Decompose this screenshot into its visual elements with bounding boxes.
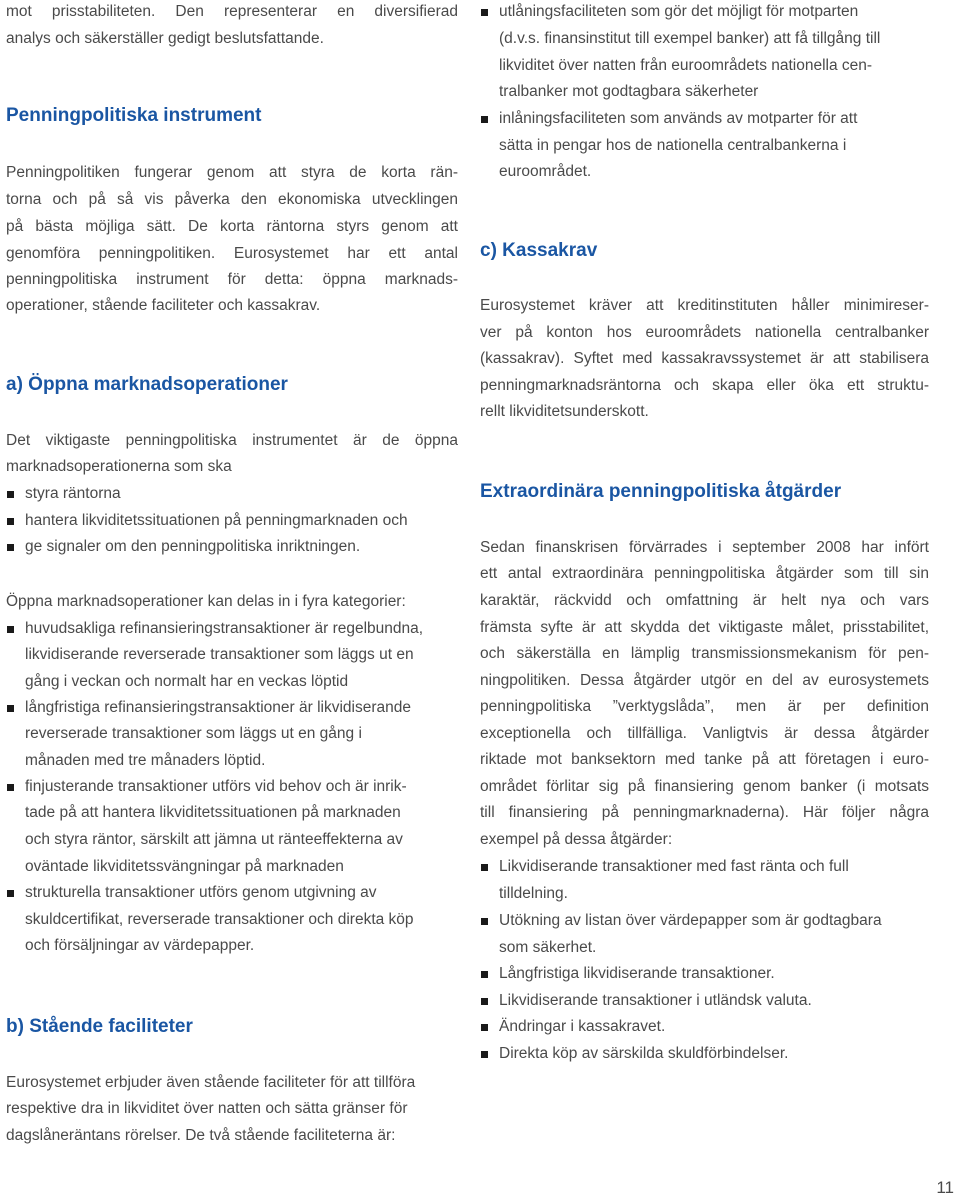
list-item-continuation: likvidiserande reverserade transaktioner som läggs ut en (25, 646, 414, 663)
list-item: Likvidiserande transaktioner i utländsk valuta. (480, 991, 812, 1011)
instrument-line-1: Penningpolitiken fungerar genom att styra de korta rän- (6, 164, 458, 181)
standing-line-2: respektive dra in likviditet över natten och sätta gränser för (6, 1100, 408, 1117)
extra-line-9: riktade mot banksektorn med tanke på att företagen i euro- (480, 751, 929, 768)
extra-line-3: karaktär, räckvidd och omfattning är helt nya och vars (480, 592, 929, 609)
reserve-line-5: rellt likviditetsunderskott. (480, 403, 649, 420)
extra-line-10: området förlitar sig på finansiering genom banker (i motsats (480, 778, 929, 795)
instrument-line-6: operationer, stående faciliteter och kassakrav. (6, 297, 321, 314)
list-item: långfristiga refinansieringstransaktioner är likvidiserande (6, 698, 411, 718)
open-market-line-2: marknadsoperationerna som ska (6, 458, 232, 475)
list-item-continuation: skuldcertifikat, reverserade transaktioner och direkta köp (25, 911, 414, 928)
standing-line-1: Eurosystemet erbjuder även stående faciliteter för att tillföra (6, 1074, 416, 1091)
extra-line-5: och säkerställa en lämplig transmissionsmekanism för pen- (480, 645, 929, 662)
categories-intro: Öppna marknadsoperationer kan delas in i fyra kategorier: (6, 593, 406, 610)
list-item-continuation: och försäljningar av värdepapper. (25, 937, 255, 954)
intro-line-1: mot prisstabiliteten. Den representerar en diversifierad (6, 3, 458, 20)
list-item: Långfristiga likvidiserande transaktioner. (480, 964, 775, 984)
instrument-line-3: på bästa möjliga sätt. De korta räntorna styrs genom att (6, 218, 458, 235)
reserve-line-3: (kassakrav). Syftet med kassakravssystemet är att stabilisera (480, 350, 929, 367)
list-item: Ändringar i kassakravet. (480, 1017, 665, 1037)
standing-heading: b) Stående faciliteter (6, 1016, 193, 1037)
instrument-line-4: genomföra penningpolitiken. Eurosystemet har ett antal (6, 245, 458, 262)
list-item: Likvidiserande transaktioner med fast ränta och full (480, 857, 849, 877)
list-item-continuation: tade på att hantera likviditetssituationen på marknaden (25, 804, 401, 821)
list-item: huvudsakliga refinansieringstransaktioner är regelbundna, (6, 619, 423, 639)
open-market-heading: a) Öppna marknadsoperationer (6, 374, 288, 395)
list-item: strukturella transaktioner utförs genom utgivning av (6, 883, 377, 903)
list-item-continuation: likviditet över natten från euroområdets nationella cen- (499, 57, 873, 74)
instrument-line-5: penningpolitiska instrument för detta: öppna marknads- (6, 271, 458, 288)
list-item-continuation: månaden med tre månaders löptid. (25, 752, 266, 769)
list-item: Direkta köp av särskilda skuldförbindelser. (480, 1044, 788, 1064)
list-item: inlåningsfaciliteten som används av motparter för att (480, 109, 857, 129)
list-item-continuation: tralbanker mot godtagbara säkerheter (499, 83, 759, 100)
extra-line-1: Sedan finanskrisen förvärrades i september 2008 har infört (480, 539, 929, 556)
list-item-continuation: sätta in pengar hos de nationella centralbankerna i (499, 137, 847, 154)
open-market-line-1: Det viktigaste penningpolitiska instrumentet är de öppna (6, 432, 458, 449)
extra-line-2: ett antal extraordinära penningpolitiska åtgärder som till sin (480, 565, 929, 582)
list-item-continuation: gång i veckan och normalt har en veckas löptid (25, 673, 349, 690)
list-item-continuation: och styra räntor, särskilt att jämna ut ränteeffekterna av (25, 831, 403, 848)
extra-line-7: penningpolitiska ”verktygslåda”, men är per definition (480, 698, 929, 715)
instrument-line-2: torna och på så vis påverka den ekonomiska utvecklingen (6, 191, 458, 208)
extra-line-8: exceptionella och tillfälliga. Vanligtvis är dessa åtgärder (480, 725, 929, 742)
list-item: styra räntorna (6, 484, 121, 504)
list-item: utlåningsfaciliteten som gör det möjligt för motparten (480, 2, 858, 22)
list-item: Utökning av listan över värdepapper som är godtagbara (480, 911, 882, 931)
standing-line-3: dagslåneräntans rörelser. De två stående faciliteterna är: (6, 1127, 396, 1144)
extra-line-11: till finansiering på penningmarknaderna). Här följer några (480, 804, 929, 821)
page-number: 11 (936, 1178, 954, 1197)
list-item-continuation: tilldelning. (499, 885, 568, 902)
reserve-heading: c) Kassakrav (480, 240, 598, 261)
reserve-line-4: penningmarknadsräntorna och skapa eller öka ett struktu- (480, 377, 929, 394)
list-item: finjusterande transaktioner utförs vid behov och är inrik- (6, 777, 407, 797)
list-item: hantera likviditetssituationen på penningmarknaden och (6, 511, 408, 531)
extra-heading: Extraordinära penningpolitiska åtgärder (480, 481, 842, 502)
list-item-continuation: reverserade transaktioner som läggs ut en gång i (25, 725, 362, 742)
list-item-continuation: euroområdet. (499, 163, 592, 180)
reserve-line-2: ver på konton hos euroområdets nationella centralbanker (480, 324, 929, 341)
intro-line-2: analys och säkerställer gedigt beslutsfattande. (6, 30, 324, 47)
instrument-heading: Penningpolitiska instrument (6, 105, 262, 126)
list-item: ge signaler om den penningpolitiska inriktningen. (6, 537, 360, 557)
list-item-continuation: som säkerhet. (499, 939, 597, 956)
reserve-line-1: Eurosystemet kräver att kreditinstituten håller minimireser- (480, 297, 929, 314)
extra-line-4: främsta syfte är att skydda det viktigaste målet, prisstabilitet, (480, 619, 929, 636)
list-item-continuation: (d.v.s. finansinstitut till exempel banker) att få tillgång till (499, 30, 881, 47)
list-item-continuation: oväntade likviditetssvängningar på marknaden (25, 858, 344, 875)
extra-line-6: ningpolitiken. Dessa åtgärder utgör en del av eurosystemets (480, 672, 929, 689)
extra-line-12: exempel på dessa åtgärder: (480, 831, 673, 848)
